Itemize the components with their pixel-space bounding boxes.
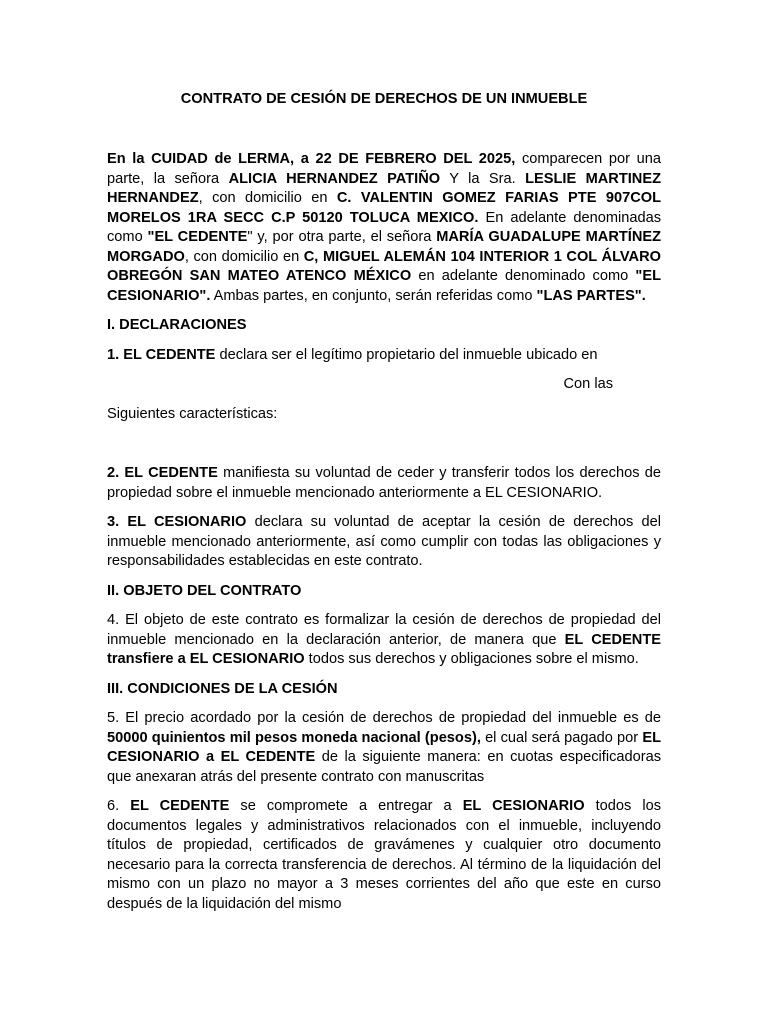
declaration-1-continuation: Siguientes características: [107,405,278,422]
address-1: C. VALENTIN GOMEZ FARIAS PTE 907COL MORELOS 1RA SECC C.P 50120 TOLUCA MEXICO. [107,190,662,226]
declaration-1-right-text: Con las [563,376,613,392]
partes-label: "LAS PARTES". [536,287,646,304]
clause-6: 6. EL CEDENTE se compromete a entregar a EL CESIONARIO todos los documentos legales y administrativos relacionados con el inmueble, incluyendo títulos de propiedad, certificados de gravámenes y cualquier otro documento necesario para la correcta transferencia de derechos. Al término de la liquidación del mismo con un plazo no mayor a 3 meses corrientes del año que este en curso después de la liquidación del mismo [107,798,661,912]
clause-4: 4. El objeto de este contrato es formalizar la cesión de derechos de propiedad del inmueble mencionado en la declaración anterior, de manera que EL CEDENTE transfiere a EL CESIONARIO todos sus derechos y obligaciones sobre el mismo. [107,612,661,667]
party-name-2: LESLIE MARTINEZ HERNANDEZ [107,170,661,206]
section-heading-declaraciones: I. DECLARACIONES [107,317,247,333]
cedente-label: "EL CEDENTE [147,229,248,245]
clause-5: 5. El precio acordado por la cesión de derechos de propiedad del inmueble es de 50000 quinientos mil pesos moneda nacional (pesos), el cual será pagado por EL CESIONARIO a EL CEDENTE de la siguiente manera: en cuotas especificadoras que anexaran atrás del presente contrato con manuscritas [107,710,661,785]
section-heading-condiciones: III. CONDICIONES DE LA CESIÓN [107,680,338,697]
section-heading-objeto: II. OBJETO DEL CONTRATO [107,582,302,599]
intro-place-date: En la CUIDAD de LERMA, a 22 DE FEBRERO DEL 2025, [107,151,516,167]
declaration-3: 3. EL CESIONARIO declara su voluntad de aceptar la cesión de derechos del inmueble mencionado anteriormente, así como cumplir con todas las obligaciones y responsabilidades establecidas en este contrato. [107,514,661,569]
address-2: C, MIGUEL ALEMÁN 104 INTERIOR 1 COL ÁLVARO OBREGÓN SAN MATEO ATENCO MÉXICO [107,248,661,284]
document-body [107,150,661,924]
party-name-3: MARÍA GUADALUPE MARTÍNEZ MORGADO [107,229,662,265]
declaration-1: 1. EL CEDENTE declara ser el legítimo propietario del inmueble ubicado en [107,346,598,363]
intro-paragraph: En la CUIDAD de LERMA, a 22 DE FEBRERO DEL 2025, comparecen por una parte, la señora ALICIA HERNANDEZ PATIÑO Y la Sra. LESLIE MARTINEZ HERNANDEZ, con domicilio en C. VALENTIN GOMEZ FARIAS PTE 907COL MORELOS 1RA SECC C.P 50120 TOLUCA MEXICO. En adelante denominadas como "EL CEDENTE" y, por otra parte, el señora MARÍA GUADALUPE MARTÍNEZ MORGADO, con domicilio en C, MIGUEL ALEMÁN 104 INTERIOR 1 COL ÁLVARO OBREGÓN SAN MATEO ATENCO MÉXICO en adelante denominado como "EL CESIONARIO". Ambas partes, en conjunto, serán referidas como "LAS PARTES". [107,151,662,304]
cesionario-label: "EL CESIONARIO". [107,268,661,304]
blank-gap [107,434,661,464]
party-name-1: ALICIA HERNANDEZ PATIÑO [228,170,441,187]
declaration-2: 2. EL CEDENTE manifiesta su voluntad de ceder y transferir todos los derechos de propiedad sobre el inmueble mencionado anteriormente a EL CESIONARIO. [107,465,661,501]
document-title: CONTRATO DE CESIÓN DE DERECHOS DE UN INMUEBLE [180,91,588,107]
